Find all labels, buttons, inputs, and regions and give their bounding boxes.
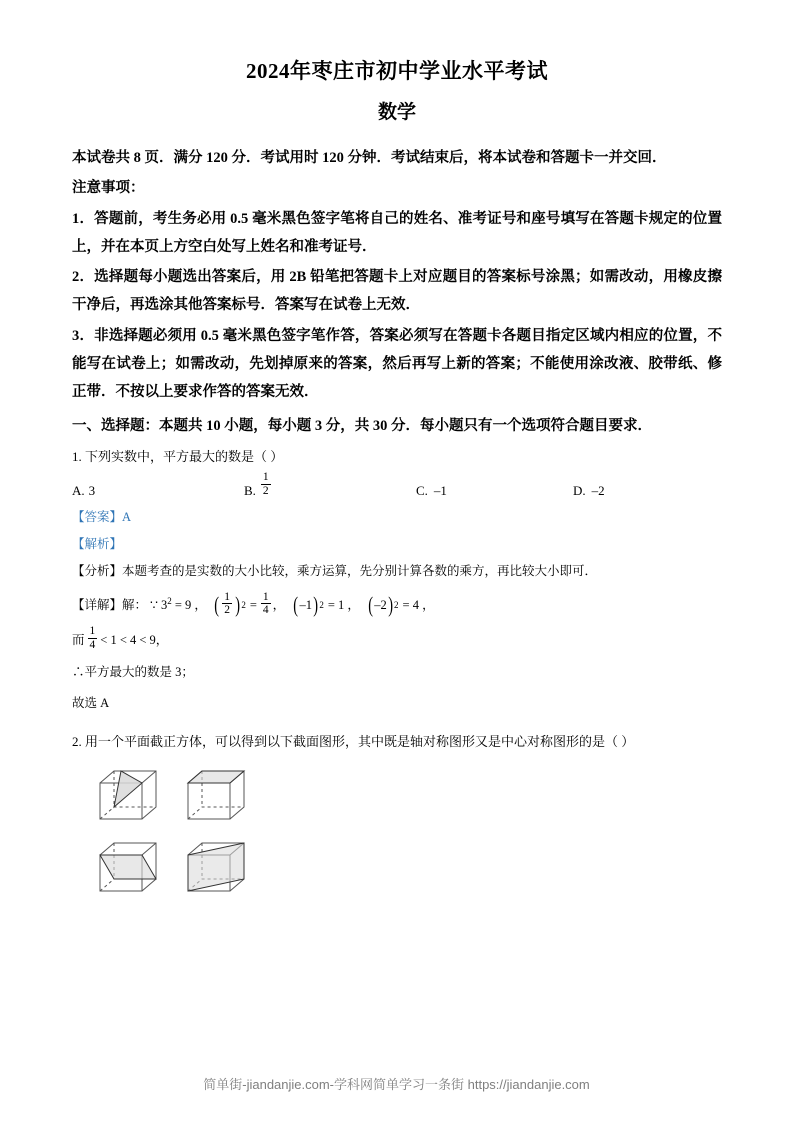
question-1-detail [72, 590, 722, 621]
left-paren-2: ( [293, 592, 299, 618]
detail-term-1: $3^2 = 9$ ， [160, 595, 207, 613]
question-1-options [72, 473, 722, 499]
option-b[interactable] [244, 473, 416, 499]
instruction-line-1: 本试卷共 8 页．满分 120 分．考试用时 120 分钟．考试结束后，将本试卷和答题卡一并交回． [72, 149, 667, 166]
option-b-label: B. [244, 483, 256, 499]
detail-term-3-exponent: 2 [319, 599, 324, 610]
option-c-label: C. [416, 483, 428, 499]
question-1-analysis [72, 559, 722, 584]
section-heading-multiple-choice: 一、选择题：本题共 10 小题，每小题 3 分，共 30 分．每小题只有一个选项符合题目要求． [72, 418, 652, 435]
right-paren: ) [235, 592, 241, 618]
option-b-denominator: 2 [262, 484, 269, 497]
cube-figure-4 [178, 835, 254, 901]
detail-term-2-comma: ， [272, 598, 286, 613]
left-paren-3: ( [368, 592, 373, 618]
detail-term-4-value: –2 [374, 598, 387, 613]
detail-term-4-result: = 4 ， [402, 598, 435, 613]
answer-label: 【答案】 [72, 510, 123, 525]
cube-figure-row-2 [90, 835, 722, 901]
option-b-fraction [261, 471, 271, 497]
right-paren-2: ) [313, 592, 319, 618]
option-d-label: D. [573, 483, 586, 499]
option-a-value: 3 [88, 483, 96, 499]
option-b-numerator: 1 [262, 471, 269, 484]
question-1-stem [72, 445, 722, 470]
left-paren: ( [214, 592, 219, 618]
cube-figure-3 [90, 835, 166, 901]
footer-watermark: 简单街-jiandanjie.com-学科网简单学习一条街 https://jiandanjie.com [203, 1077, 590, 1092]
cube-cross-section-figures [90, 763, 722, 901]
question-1-explain-label: 【解析】 [72, 537, 123, 552]
instruction-line-3: 2．选择题每小题选出答案后，用 2B 铅笔把答题卡上对应题目的答案标号涂黑；如需改动，用橡皮擦干净后，再选涂其他答案标号．答案写在试卷上无效． [72, 269, 722, 314]
comparison-denominator: 4 [89, 638, 96, 651]
detail-because-symbol: ∵ [150, 598, 158, 613]
question-2-stem [72, 730, 722, 755]
detail-term-2-exponent: 2 [241, 599, 246, 610]
detail-term-2-fraction [222, 591, 232, 617]
instruction-line-2: 1．答题前，考生务必用 0.5 毫米黑色签字笔将自己的姓名、准考证号和座号填写在答题卡规定的位置上，并在本页上方空白处写上姓名和准考证号． [72, 210, 722, 255]
comparison-numerator: 1 [89, 625, 96, 638]
answer-value: A [122, 510, 132, 525]
result-numerator: 1 [262, 590, 269, 603]
cube-figure-3-svg [90, 835, 166, 901]
option-c-value: –1 [433, 483, 447, 499]
cube-figure-2-svg [178, 763, 254, 829]
cube-figure-1-svg [90, 763, 166, 829]
question-1-comparison-line [72, 625, 722, 656]
option-c[interactable] [416, 483, 573, 499]
question-1-text: 下列实数中，平方最大的数是（ ） [85, 448, 284, 464]
detail-term-4-exponent: 2 [394, 599, 399, 610]
right-paren-3: ) [387, 592, 393, 618]
detail-term-2-denominator: 2 [224, 603, 230, 616]
option-a[interactable] [72, 483, 244, 499]
page-subtitle: 数学 [377, 102, 416, 124]
cube-figure-2 [178, 763, 254, 829]
option-d-value: –2 [591, 483, 605, 499]
instruction-line-4: 3．非选择题必须用 0.5 毫米黑色签字笔作答，答案必须写在答题卡各题目指定区域内相应的位置，不能写在试卷上；如需改动，先划掉原来的答案，然后再写上新的答案；不能使用涂改液、胶带纸、修正带．不按以上要求作答的答案无效． [72, 327, 722, 401]
question-2-text: 用一个平面截正方体，可以得到以下截面图形，其中既是轴对称图形又是中心对称图形的是（ ） [85, 733, 635, 749]
page-title: 2024年枣庄市初中学业水平考试 [246, 59, 548, 83]
analysis-text: 本题考查的是实数的大小比较，乘方运算，先分别计算各数的乘方，再比较大小即可． [122, 564, 598, 579]
question-2-number: 2. [72, 733, 82, 749]
detail-term-2-result [261, 591, 271, 617]
question-1-choice: 故选 A [72, 695, 110, 710]
detail-term-2-numerator: 1 [224, 590, 230, 603]
question-1-answer [72, 505, 722, 530]
result-denominator: 4 [262, 603, 269, 616]
instruction-notice-label: 注意事项： [72, 180, 145, 197]
detail-prefix: 解： [122, 598, 148, 613]
comparison-text: < 1 < 4 < 9， [100, 632, 169, 647]
detail-term-2-equals: = [249, 598, 257, 613]
comparison-prefix: 而 [72, 632, 85, 647]
cube-figure-row-1 [90, 763, 722, 829]
detail-term-2 [213, 590, 285, 621]
detail-term-3-value: –1 [299, 598, 312, 613]
option-d[interactable] [573, 483, 673, 499]
cube-figure-4-svg [178, 835, 254, 901]
detail-label: 【详解】 [72, 598, 123, 613]
option-a-label: A. [72, 483, 85, 499]
detail-term-4 [367, 590, 435, 621]
question-1-number: 1. [72, 448, 82, 464]
analysis-label: 【分析】 [72, 564, 123, 579]
detail-term-3-result: = 1 ， [327, 598, 360, 613]
comparison-fraction [88, 625, 98, 651]
detail-term-3 [292, 590, 360, 621]
page-content [72, 58, 722, 907]
cube-figure-1 [90, 763, 166, 829]
question-1-conclusion: ∴平方最大的数是 3； [72, 665, 194, 680]
